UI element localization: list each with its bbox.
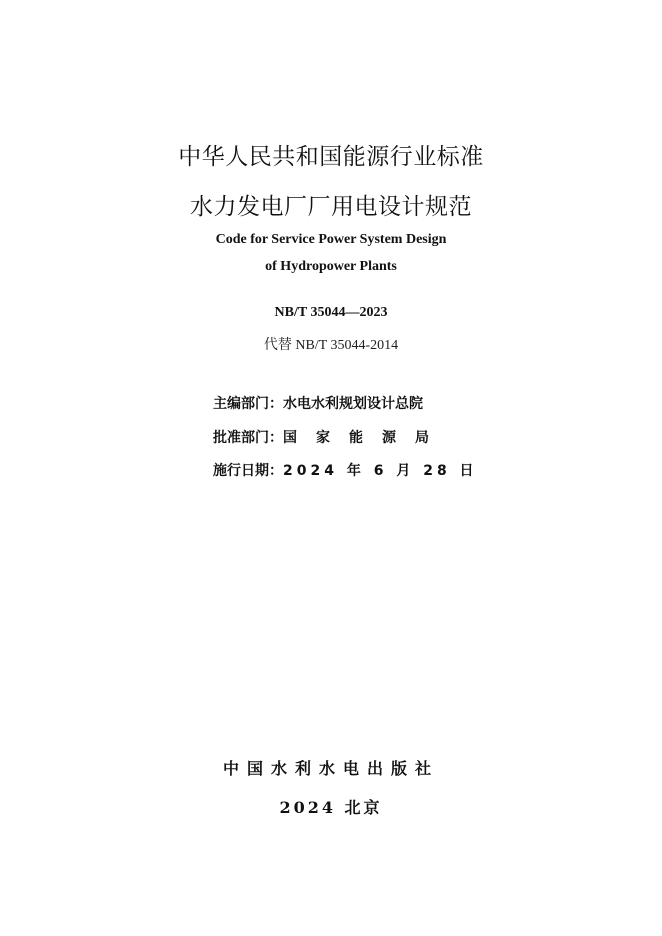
- editor-department-label: 主编部门：: [213, 396, 283, 412]
- publisher-name: 中国水利水电出版社: [222, 759, 439, 778]
- standard-title-chinese: 水力发电厂厂用电设计规范: [190, 194, 472, 220]
- effective-date-row: [213, 460, 478, 480]
- standard-title-english-line2: of Hydropower Plants: [265, 259, 397, 274]
- publication-place-year: 2024 北京: [279, 798, 383, 817]
- approver-department-value: 国家能源局: [283, 430, 448, 446]
- replaces-standard: 代替 NB/T 35044-2014: [263, 338, 399, 353]
- effective-date-label: 施行日期：: [213, 463, 283, 479]
- approver-department-label: 批准部门：: [213, 430, 283, 446]
- effective-date-value: 2024 年 6 月 28 日: [283, 463, 478, 479]
- standard-title-english-line1: Code for Service Power System Design: [215, 232, 447, 247]
- industry-standard-heading: 中华人民共和国能源行业标准: [178, 144, 484, 170]
- approver-department-row: [213, 427, 448, 447]
- editor-department-row: [213, 393, 423, 413]
- editor-department-value: 水电水利规划设计总院: [283, 396, 423, 412]
- standard-number: NB/T 35044—2023: [274, 305, 388, 320]
